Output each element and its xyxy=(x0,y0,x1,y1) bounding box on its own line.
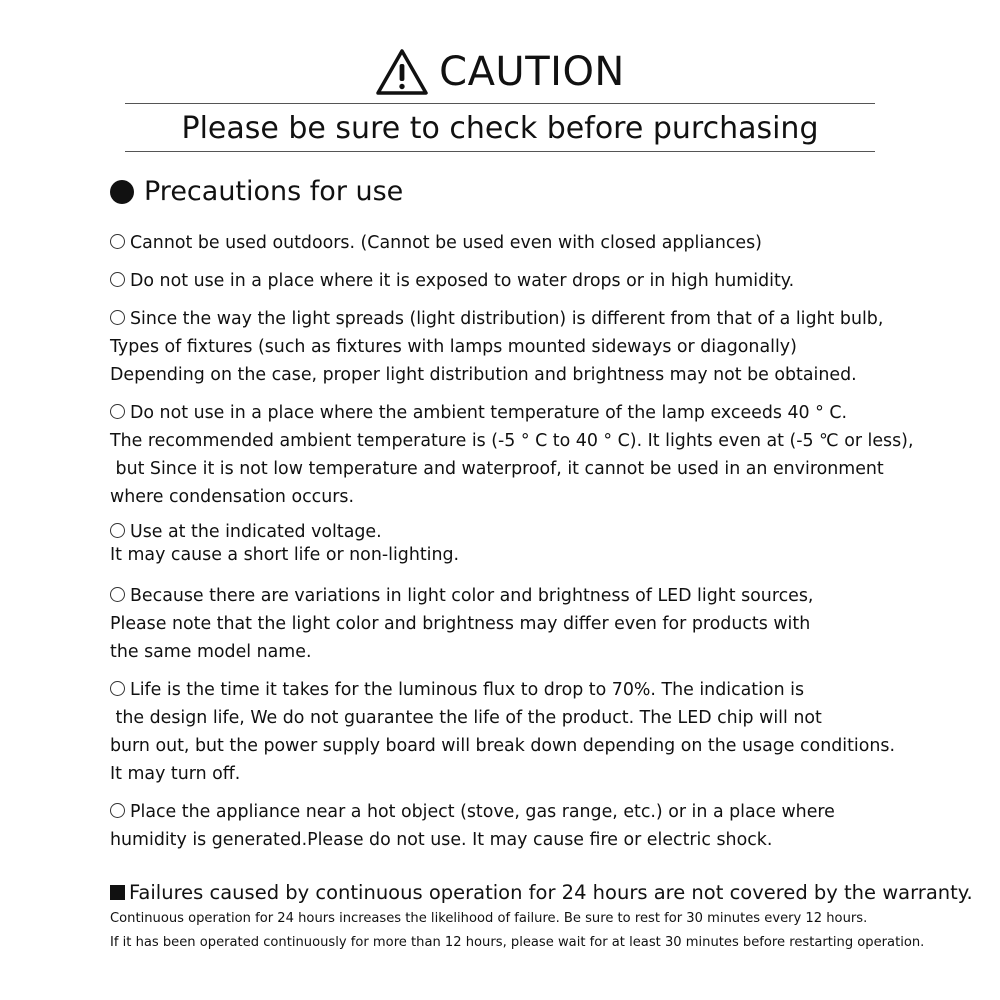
filled-circle-icon xyxy=(110,180,134,204)
item-line: Place the appliance near a hot object (stove, gas range, etc.) or in a place where xyxy=(110,798,970,826)
list-item xyxy=(110,676,970,788)
item-line: burn out, but the power supply board will break down depending on the usage conditions. xyxy=(110,736,895,756)
list-item xyxy=(110,798,970,854)
warranty-headline: Failures caused by continuous operation for 24 hours are not covered by the warranty. xyxy=(110,878,973,908)
item-line: the design life, We do not guarantee the life of the product. The LED chip will not xyxy=(110,708,822,728)
open-circle-icon xyxy=(110,523,125,538)
open-circle-icon xyxy=(110,404,125,419)
filled-square-icon xyxy=(110,885,125,900)
item-line: humidity is generated.Please do not use. It may cause fire or electric shock. xyxy=(110,830,773,850)
item-line: Life is the time it takes for the luminous flux to drop to 70%. The indication is xyxy=(110,676,970,704)
caution-title: CAUTION xyxy=(439,49,625,95)
list-item xyxy=(110,267,970,295)
section-heading xyxy=(110,172,403,212)
list-item xyxy=(110,521,970,567)
list-item xyxy=(110,582,970,666)
item-line: It may cause a short life or non-lighting. xyxy=(110,545,460,565)
item-line: It may turn off. xyxy=(110,764,241,784)
item-line: Use at the indicated voltage. xyxy=(110,521,970,544)
item-line: Please note that the light color and brightness may differ even for products with xyxy=(110,614,811,634)
warning-triangle-icon xyxy=(375,48,429,96)
item-line: Cannot be used outdoors. (Cannot be used even with closed appliances) xyxy=(110,229,970,257)
item-line: Because there are variations in light color and brightness of LED light sources, xyxy=(110,582,970,610)
section-title: Precautions for use xyxy=(144,176,404,207)
item-line: where condensation occurs. xyxy=(110,487,355,507)
top-divider xyxy=(125,103,875,104)
caution-header xyxy=(0,44,1000,100)
open-circle-icon xyxy=(110,587,125,602)
warranty-note: If it has been operated continuously for more than 12 hours, please wait for at least 30 minutes before restarting operation. xyxy=(110,935,925,950)
item-line: Types of fixtures (such as fixtures with lamps mounted sideways or diagonally) xyxy=(110,337,797,357)
open-circle-icon xyxy=(110,234,125,249)
item-line: Do not use in a place where the ambient temperature of the lamp exceeds 40 ° C. xyxy=(110,399,970,427)
item-line: but Since it is not low temperature and waterproof, it cannot be used in an environment xyxy=(110,459,884,479)
open-circle-icon xyxy=(110,310,125,325)
open-circle-icon xyxy=(110,803,125,818)
warranty-note: Continuous operation for 24 hours increases the likelihood of failure. Be sure to rest for 30 minutes every 12 hours. xyxy=(110,911,868,926)
list-item xyxy=(110,399,970,511)
item-line: Since the way the light spreads (light distribution) is different from that of a light bulb, xyxy=(110,305,970,333)
item-line: Depending on the case, proper light distribution and brightness may not be obtained. xyxy=(110,365,857,385)
item-line: the same model name. xyxy=(110,642,312,662)
open-circle-icon xyxy=(110,681,125,696)
open-circle-icon xyxy=(110,272,125,287)
list-item xyxy=(110,305,970,389)
list-item xyxy=(110,229,970,257)
item-line: The recommended ambient temperature is (-5 ° C to 40 ° C). It lights even at (-5 ℃ or less), xyxy=(110,431,914,451)
bottom-divider xyxy=(125,151,875,152)
page-subtitle: Please be sure to check before purchasing xyxy=(181,111,819,146)
item-line: Do not use in a place where it is exposed to water drops or in high humidity. xyxy=(110,267,970,295)
